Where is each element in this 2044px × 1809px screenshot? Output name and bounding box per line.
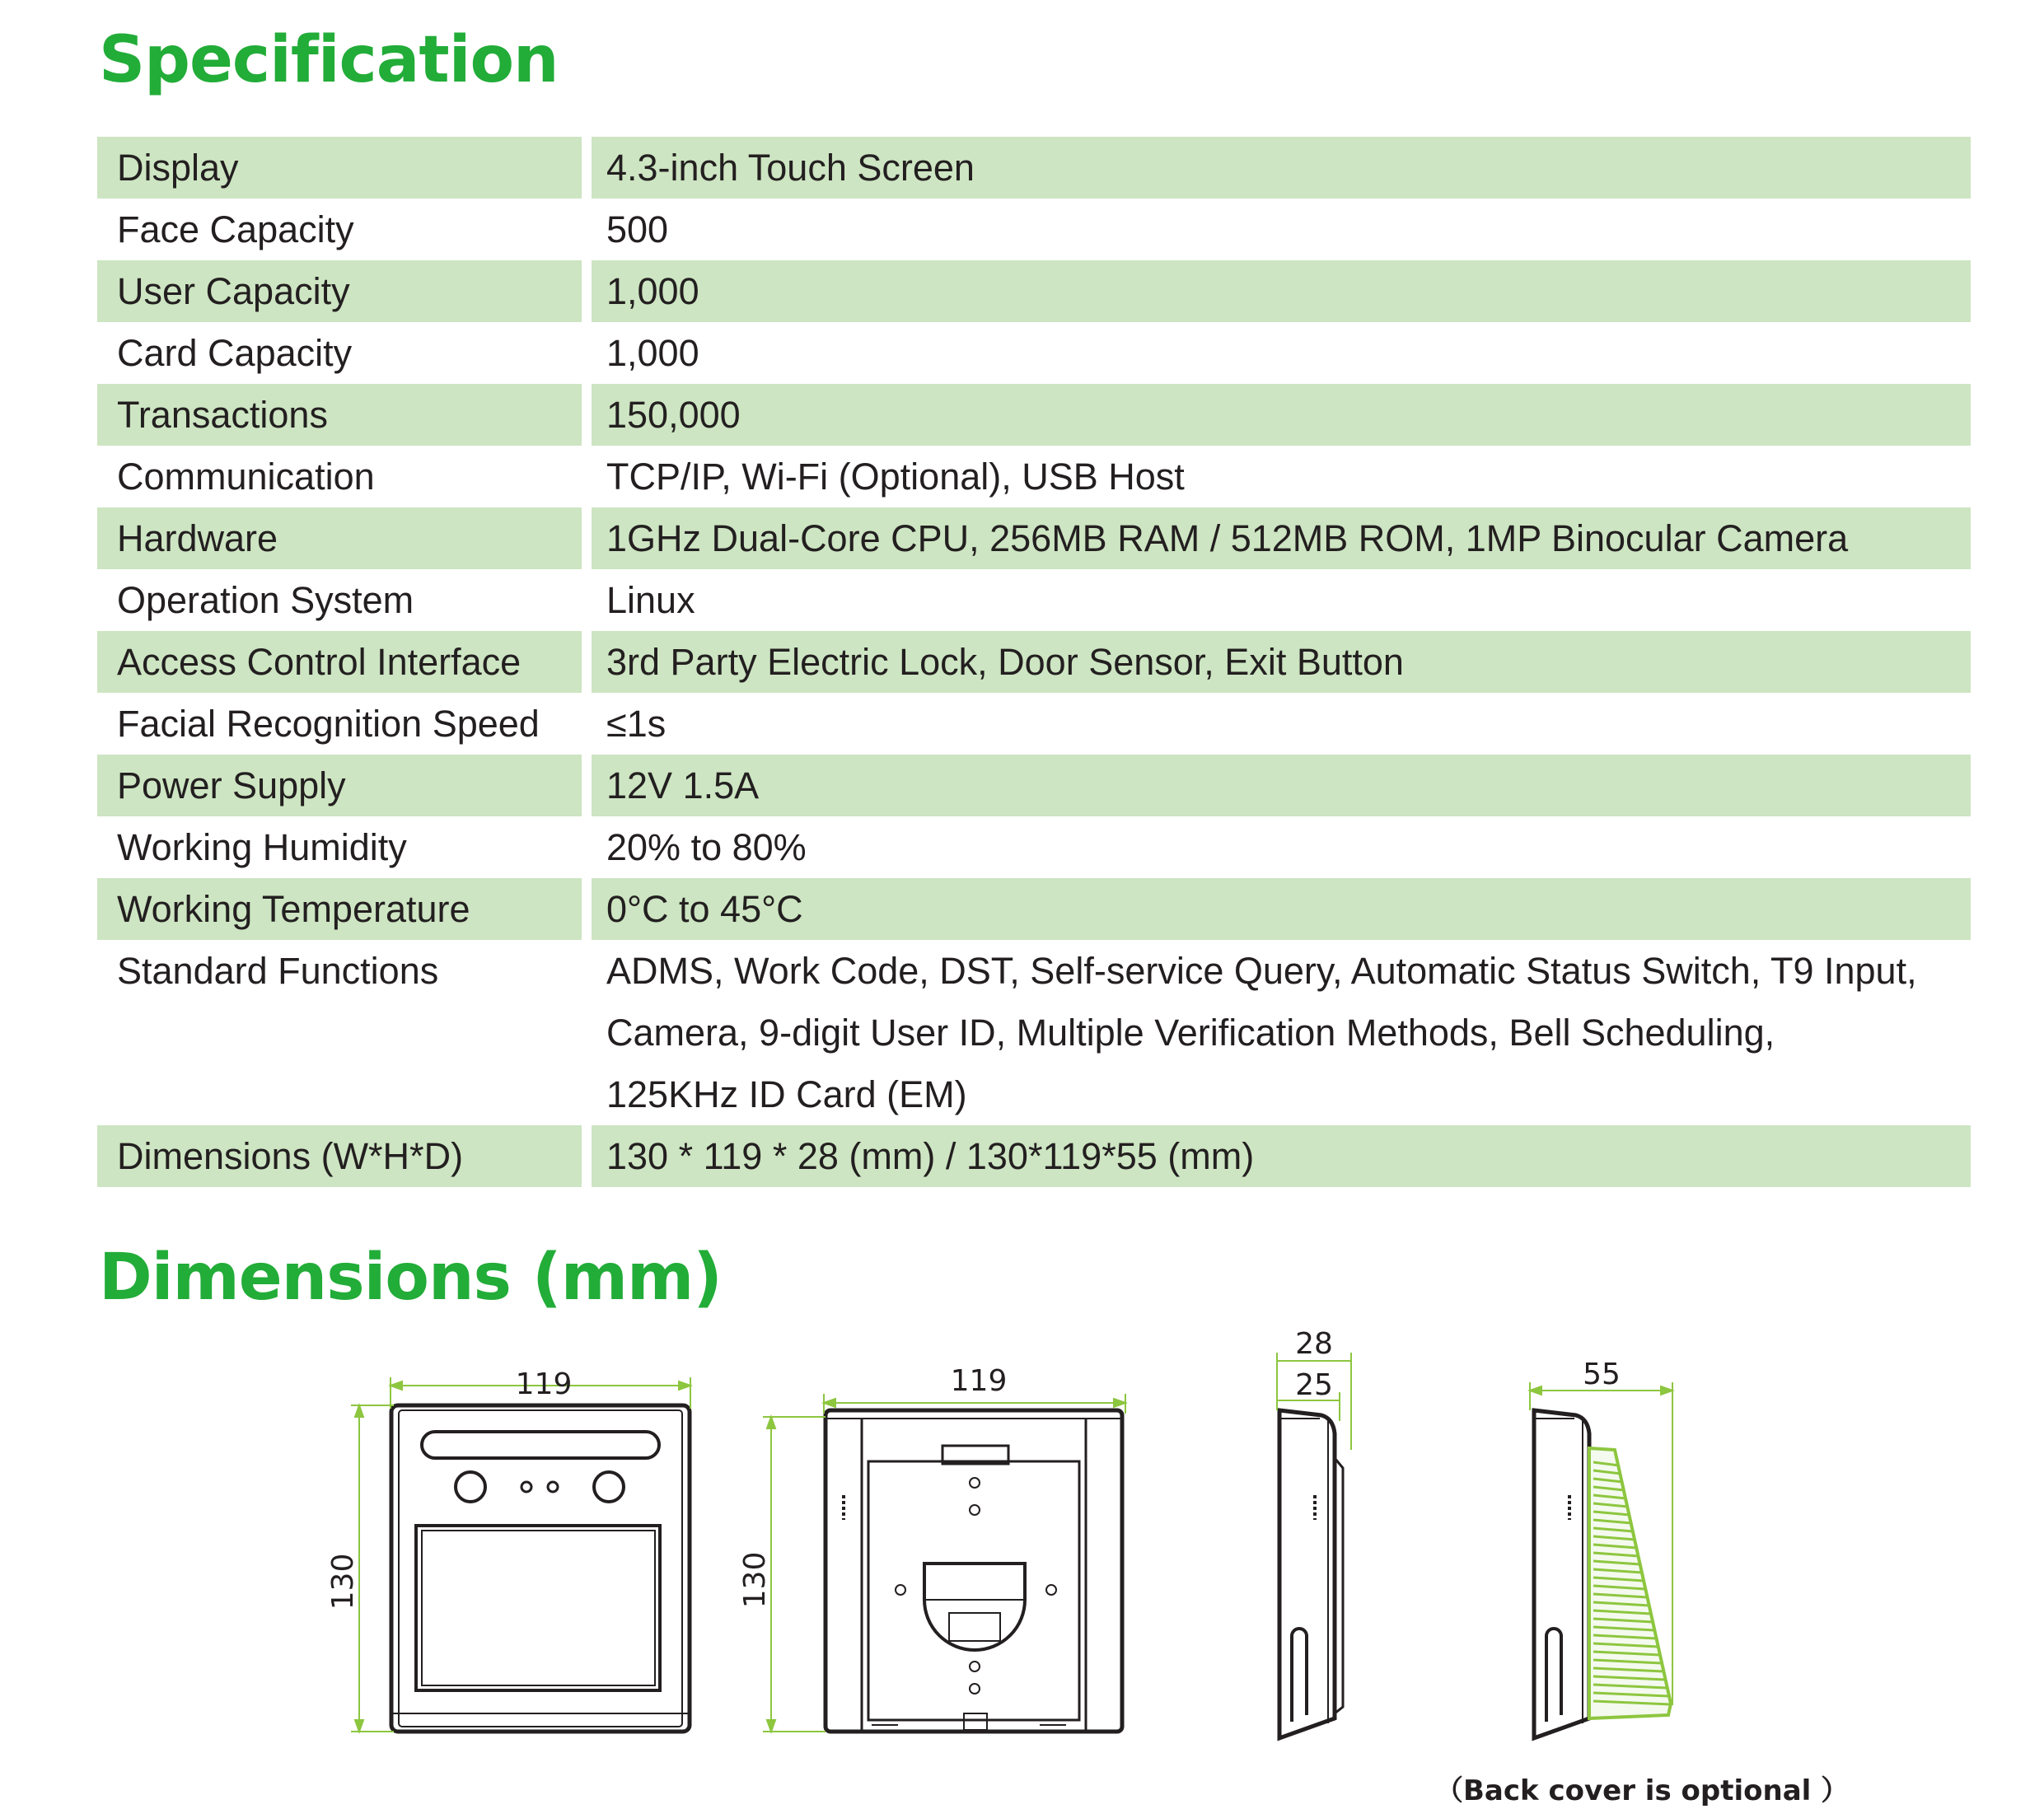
- side-depth-inner-label: 25: [1295, 1368, 1333, 1402]
- spec-value: 12V 1.5A: [592, 755, 1971, 816]
- spec-label: Card Capacity: [117, 332, 353, 374]
- spec-value: 20% to 80%: [606, 826, 807, 868]
- back-cover-drawing: [1589, 1448, 1671, 1718]
- spec-label: Display: [97, 137, 582, 199]
- spec-label: Transactions: [97, 384, 582, 446]
- spec-value: TCP/IP, Wi-Fi (Optional), USB Host: [606, 456, 1185, 498]
- spec-value: 1,000: [606, 332, 699, 374]
- front-width-label: 119: [515, 1367, 573, 1401]
- side-cover-view-drawing: [1534, 1410, 1589, 1738]
- back-height-dimension: [763, 1417, 826, 1732]
- spec-label: Working Temperature: [97, 878, 582, 940]
- back-cover-note: （Back cover is optional ）: [1435, 1774, 1850, 1807]
- side-view-drawing: [1279, 1410, 1343, 1738]
- spec-label: User Capacity: [97, 260, 582, 322]
- spec-label: Communication: [117, 456, 375, 498]
- spec-label: Standard Functions: [117, 950, 439, 992]
- spec-value: 150,000: [592, 384, 1971, 446]
- specification-heading: Specification: [99, 23, 559, 97]
- spec-label: Access Control Interface: [97, 631, 582, 693]
- spec-value: 1,000: [592, 260, 1971, 322]
- spec-label: Facial Recognition Speed: [117, 703, 540, 745]
- spec-value: Linux: [606, 579, 695, 621]
- spec-value-line: ADMS, Work Code, DST, Self-service Query, Automatic Status Switch, T9 Input,: [606, 950, 1917, 992]
- front-view-drawing: [391, 1405, 690, 1732]
- spec-label: Operation System: [117, 579, 414, 621]
- spec-label: Hardware: [97, 507, 582, 569]
- spec-label: Working Humidity: [117, 826, 407, 868]
- back-view-drawing: [826, 1410, 1122, 1732]
- spec-label: Power Supply: [97, 755, 582, 816]
- spec-value: 3rd Party Electric Lock, Door Sensor, Exit Button: [592, 631, 1971, 693]
- side-cover-depth-label: 55: [1583, 1358, 1621, 1391]
- spec-value: 1GHz Dual-Core CPU, 256MB RAM / 512MB ROM, 1MP Binocular Camera: [592, 507, 1971, 569]
- spec-value-line: 125KHz ID Card (EM): [606, 1073, 967, 1115]
- spec-value: 0°C to 45°C: [592, 878, 1971, 940]
- spec-value: 4.3-inch Touch Screen: [592, 137, 1971, 199]
- side-depth-outer-label: 28: [1295, 1327, 1333, 1361]
- spec-value-line: Camera, 9-digit User ID, Multiple Verification Methods, Bell Scheduling,: [606, 1012, 1775, 1054]
- spec-value: 500: [606, 208, 669, 250]
- front-height-label: 130: [326, 1553, 360, 1610]
- spec-value: ≤1s: [606, 703, 667, 745]
- spec-label: Dimensions (W*H*D): [97, 1125, 582, 1187]
- spec-value: 130 * 119 * 28 (mm) / 130*119*55 (mm): [592, 1125, 1971, 1187]
- dimensions-heading: Dimensions (mm): [99, 1241, 722, 1315]
- spec-label: Face Capacity: [117, 208, 354, 250]
- back-height-label: 130: [738, 1551, 772, 1609]
- back-width-label: 119: [950, 1364, 1008, 1398]
